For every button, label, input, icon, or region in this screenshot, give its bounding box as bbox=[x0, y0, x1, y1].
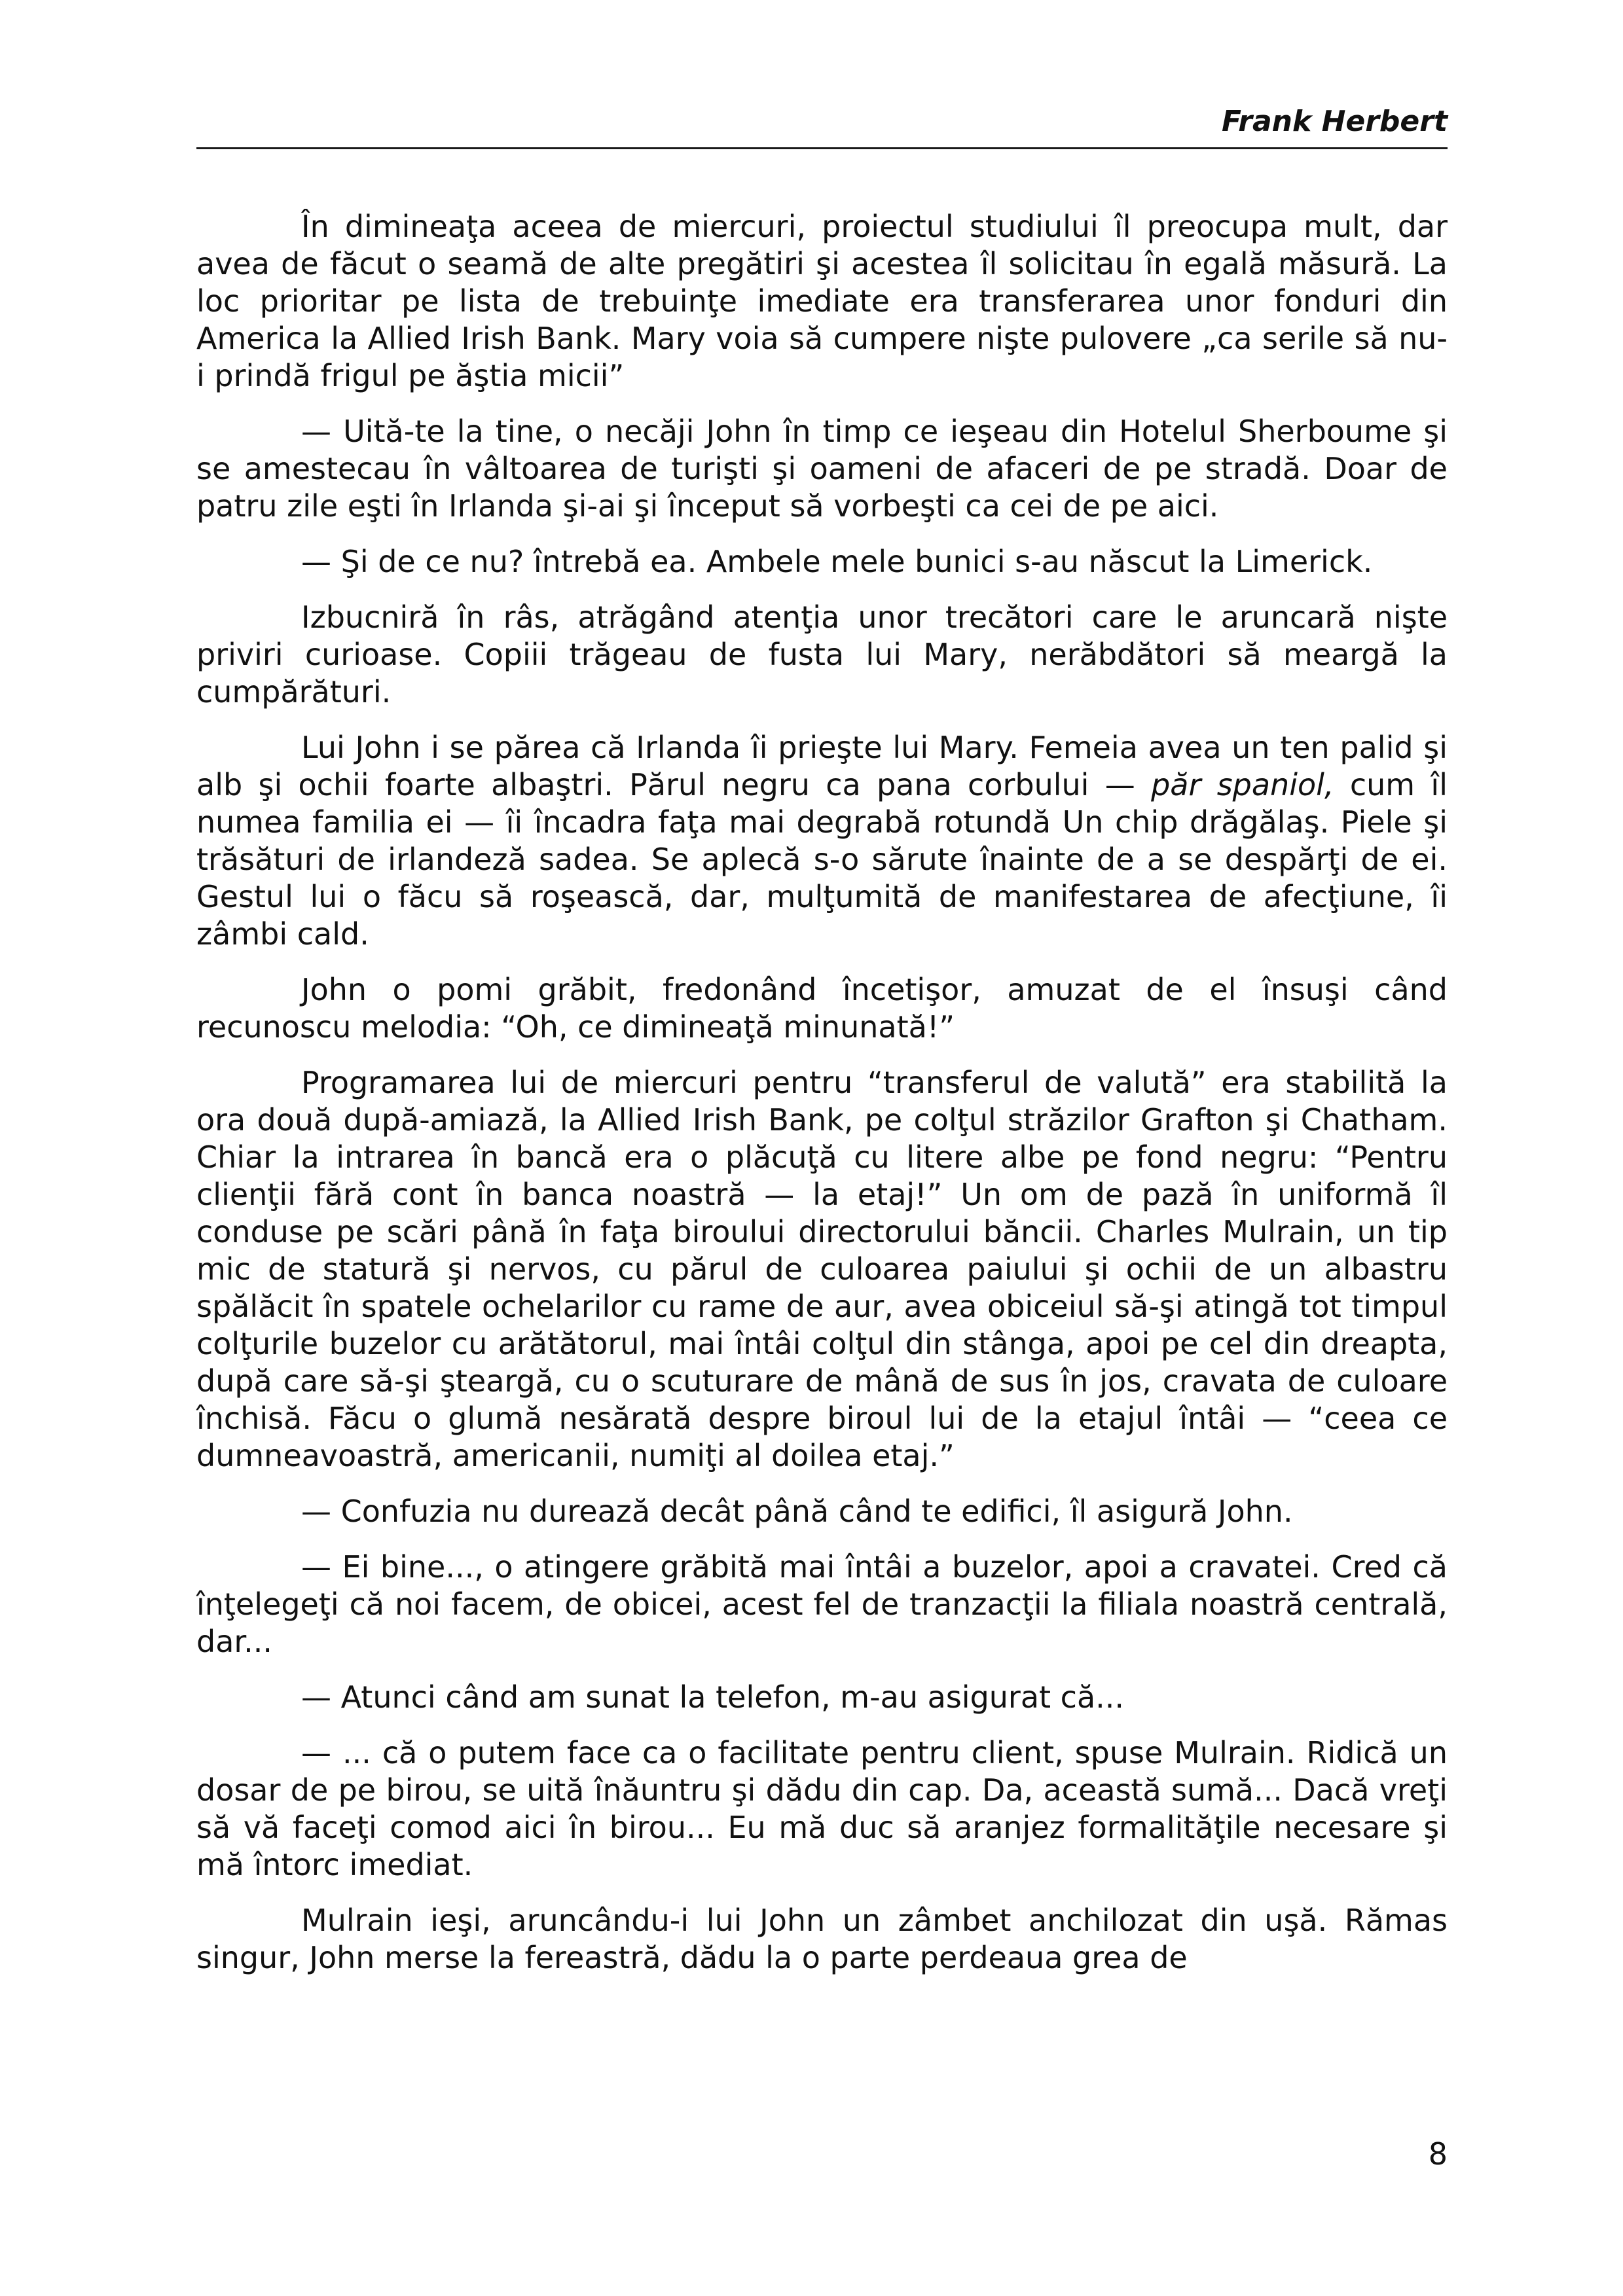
paragraph bbox=[196, 1493, 1448, 1530]
page-number: 8 bbox=[1428, 2136, 1448, 2172]
text-segment: cum îl numea familia ei — îi încadra faţa mai degrabă rotundă Un chip drăgălaş. Piele şi trăsături de irlandeză sadea. Se aplecă s-o sărute înainte de a se despărţi de ei. Gestul lui o făcu să roşească, dar, mulţumită de manifestarea de afecţiune, îi zâmbi cald. bbox=[196, 767, 1448, 952]
paragraph bbox=[196, 1902, 1448, 1977]
paragraph bbox=[196, 729, 1448, 953]
text-segment: — Ei bine..., o atingere grăbită mai întâi a buzelor, apoi a cravatei. Cred că înţelegeţi că noi facem, de obicei, acest fel de tranzacţii la filiala noastră centrală, dar... bbox=[196, 1549, 1448, 1659]
page-header bbox=[196, 105, 1448, 149]
page-footer bbox=[1429, 2136, 1448, 2172]
paragraph bbox=[196, 1064, 1448, 1475]
paragraph bbox=[196, 1549, 1448, 1660]
text-segment: În dimineaţa aceea de miercuri, proiectul studiului îl preocupa mult, dar avea de făcut o seamă de alte pregătiri şi acestea îl solicitau în egală măsură. La loc prioritar pe lista de trebuinţe imediate era transferarea unor fonduri din America la Allied Irish Bank. Mary voia să cumpere nişte pulovere „ca serile să nu-i prindă frigul pe ăştia micii” bbox=[196, 209, 1448, 393]
text-segment: — Uită-te la tine, o necăji John în timp ce ieşeau din Hotelul Sherboume şi se amestecau în vâltoarea de turişti şi oameni de afaceri de pe stradă. Doar de patru zile eşti în Irlanda şi-ai şi început să vorbeşti ca cei de pe aici. bbox=[196, 414, 1448, 524]
text-segment: Lui John i se părea că Irlanda îi prieşte lui Mary. Femeia avea un ten palid şi alb şi ochii foarte albaştri. Părul negru ca pana corbului — bbox=[196, 730, 1448, 802]
paragraph bbox=[196, 208, 1448, 395]
paragraph bbox=[196, 599, 1448, 711]
text-segment: John o pomi grăbit, fredonând încetişor, amuzat de el însuşi când recunoscu melodia: “Oh, ce dimineaţă minunată!” bbox=[196, 972, 1448, 1045]
text-segment: — Şi de ce nu? întrebă ea. Ambele mele bunici s-au născut la Limerick. bbox=[301, 544, 1373, 579]
paragraph bbox=[196, 1734, 1448, 1884]
text-segment: Mulrain ieşi, aruncându-i lui John un zâmbet anchilozat din uşă. Rămas singur, John merse la fereastră, dădu la o parte perdeaua grea de bbox=[196, 1903, 1448, 1975]
text-segment: Programarea lui de miercuri pentru “transferul de valută” era stabilită la ora două după-amiază, la Allied Irish Bank, pe colţul străzilor Grafton şi Chatham. Chiar la intrarea în bancă era o plăcuţă cu litere albe pe fond negru: “Pentru clienţii fără cont în banca noastră — la etaj!” Un om de pază în uniformă îl conduse pe scări până în faţa biroului directorului băncii. Charles Mulrain, un tip mic de statură şi nervos, cu părul de culoarea paiului şi ochii de un albastru spălăcit în spatele ochelarilor cu rame de aur, avea obiceiul să-şi atingă tot timpul colţurile buzelor cu arătătorul, mai întâi colţul din stânga, apoi pe cel din dreapta, după care să-şi şteargă, cu o scuturare de mână de sus în jos, cravata de culoare închisă. Făcu o glumă nesărată despre biroul lui de la etajul întâi — “ceea ce dumneavoastră, americanii, numiţi al doilea etaj.” bbox=[196, 1065, 1448, 1473]
author-name: Frank Herbert bbox=[1222, 105, 1448, 138]
paragraph bbox=[196, 543, 1448, 581]
paragraph bbox=[196, 413, 1448, 525]
text-segment: — Confuzia nu durează decât până când te edifici, îl asigură John. bbox=[301, 1494, 1293, 1529]
italic-text-segment: păr spaniol, bbox=[1151, 767, 1334, 802]
page-body bbox=[196, 208, 1448, 1977]
text-segment: Izbucniră în râs, atrăgând atenţia unor trecători care le aruncară nişte priviri curioase. Copiii trăgeau de fusta lui Mary, nerăbdători să meargă la cumpărături. bbox=[196, 600, 1448, 709]
paragraph bbox=[196, 1679, 1448, 1716]
text-segment: — ... că o putem face ca o facilitate pentru client, spuse Mulrain. Ridică un dosar de pe birou, se uită înăuntru şi dădu din cap. Da, această sumă... Dacă vreţi să vă faceţi comod aici în birou... Eu mă duc să aranjez formalităţile necesare şi mă întorc imediat. bbox=[196, 1735, 1448, 1882]
text-segment: — Atunci când am sunat la telefon, m-au asigurat că... bbox=[301, 1679, 1125, 1715]
paragraph bbox=[196, 971, 1448, 1046]
